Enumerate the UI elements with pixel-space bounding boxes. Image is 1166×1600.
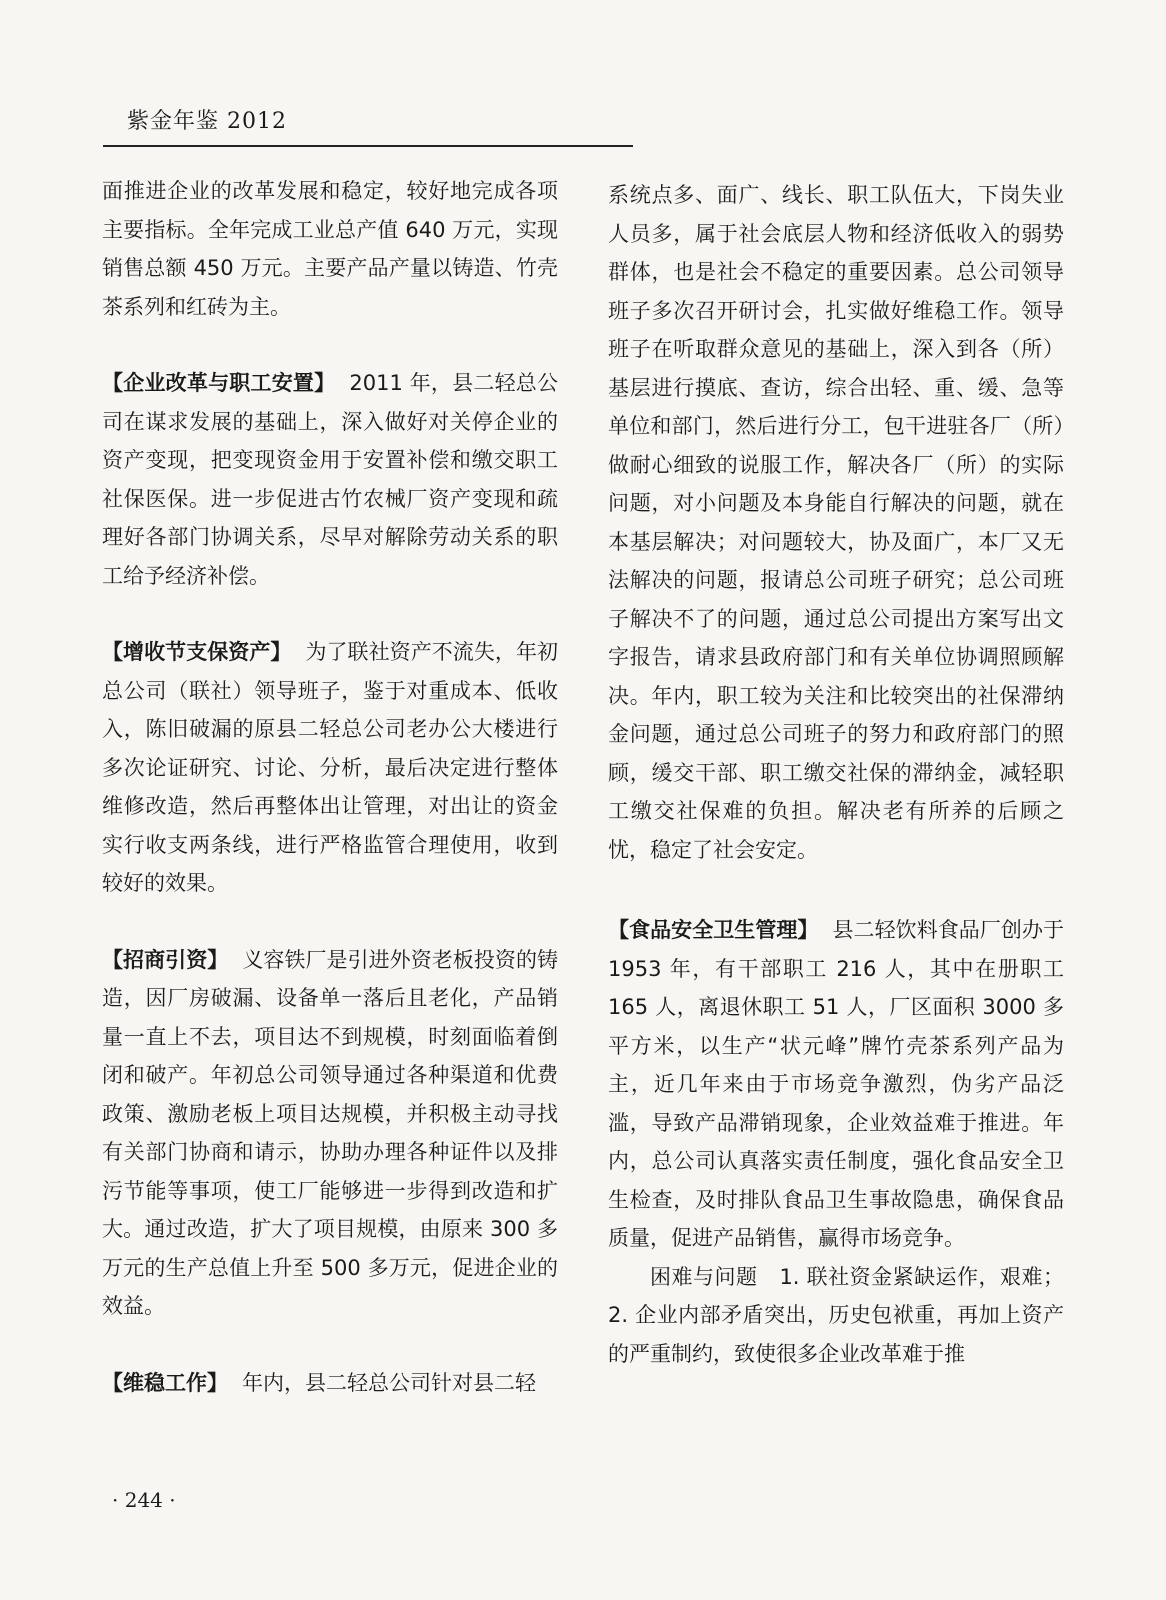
section-heading: 【企业改革与职工安置】 — [102, 371, 336, 395]
section-text: 系统点多、面广、线长、职工队伍大，下岗失业人员多，属于社会底层人物和经济低收入的弱势群体，也是社会不稳定的重要因素。总公司领导班子多次召开研讨会，扎实做好维稳工作。领导班子在听取群众意见的基础上，深入到各（所）基层进行摸底、查访，综合出轻、重、缓、急等单位和部门，然后进行分工，包干进驻各厂（所）做耐心细致的说服工作，解决各厂（所）的实际问题，对小问题及本身能自行解决的问题，就在本基层解决；对问题较大，协及面广，本厂又无法解决的问题，报请总公司班子研究；总公司班子解决不了的问题，通过总公司提出方案写出文字报告，请求县政府部门和有关单位协调照顾解决。年内，职工较为关注和比较突出的社保滞纳金问题，通过总公司班子的努力和政府部门的照顾，缓交干部、职工缴交社保的滞纳金，减轻职工缴交社保难的负担。解决老有所养的后顾之忧，稳定了社会安定。 — [608, 183, 1064, 862]
section-heading: 【食品安全卫生管理】 — [608, 918, 819, 942]
section-text: 1. 联社资金紧缺运作，艰难；2. 企业内部矛盾突出，历史包袱重，再加上资产的严重制约，致使很多企业改革难于推 — [608, 1264, 1064, 1366]
section-heading: 【招商引资】 — [102, 947, 229, 972]
section-text: 年内，县二轻总公司针对县二轻 — [242, 1370, 536, 1395]
section-difficulties — [608, 1258, 1064, 1374]
running-header: 紫金年鉴 2012 — [127, 109, 287, 134]
section-text: 义容铁厂是引进外资老板投资的铸造，因厂房破漏、设备单一落后且老化，产品销量一直上不去，项目达不到规模，时刻面临着倒闭和破产。年初总公司领导通过各种渠道和优费政策、激励老板上项目达规模，并积极主动寻找有关部门协商和请示，协助办理各种证件以及排污节能等事项，使工厂能够进一步得到改造和扩大。通过改造，扩大了项目规模，由原来 300 多万元的生产总值上升至 500 多万元，促进企业的效益。 — [102, 947, 559, 1318]
intro-paragraph — [102, 172, 558, 326]
section-investment — [102, 941, 558, 1326]
page-number: · 244 · — [112, 1488, 176, 1512]
section-heading: 困难与问题 — [650, 1264, 758, 1289]
section-heading: 【维稳工作】 — [102, 1370, 228, 1395]
intro-text: 面推进企业的改革发展和稳定，较好地完成各项主要指标。全年完成工业总产值 640 万元，实现销售总额 450 万元。主要产品产量以铸造、竹壳茶系列和红砖为主。 — [102, 179, 558, 319]
section-enterprise-reform — [102, 364, 558, 595]
section-text: 为了联社资产不流失，年初总公司（联社）领导班子，鉴于对重成本、低收入，陈旧破漏的原县二轻总公司老办公大楼进行多次论证研究、讨论、分析，最后决定进行整体维修改造，然后再整体出让管理，对出让的资金实行收支两条线，进行严格监管合理使用，收到较好的效果。 — [102, 640, 559, 895]
section-text: 2011 年，县二轻总公司在谋求发展的基础上，深入做好对关停企业的资产变现，把变现资金用于安置补偿和缴交职工社保医保。进一步促进古竹农械厂资产变现和疏理好各部门协调关系，尽早对解除劳动关系的职工给予经济补偿。 — [102, 371, 559, 588]
right-column — [608, 176, 1064, 1373]
section-food-safety — [608, 911, 1064, 1258]
section-asset-protection — [102, 633, 558, 903]
section-stability — [102, 1364, 558, 1403]
stability-continued-paragraph — [608, 176, 1064, 869]
section-text: 县二轻饮料食品厂创办于 1953 年，有干部职工 216 人，其中在册职工 165 人，离退休职工 51 人，厂区面积 3000 多平方米，以生产“状元峰”牌竹壳茶系列产品为主，近几年来由于市场竞争激烈，伪劣产品泛滥，导致产品滞销现象，企业效益难于推进。年内，总公司认真落实责任制度，强化食品安全卫生检查，及时排队食品卫生事故隐患，确保食品质量，促进产品销售，赢得市场竞争。 — [608, 918, 1064, 1250]
section-heading: 【增收节支保资产】 — [102, 640, 292, 664]
header-rule — [103, 145, 633, 147]
left-column — [102, 172, 558, 1402]
